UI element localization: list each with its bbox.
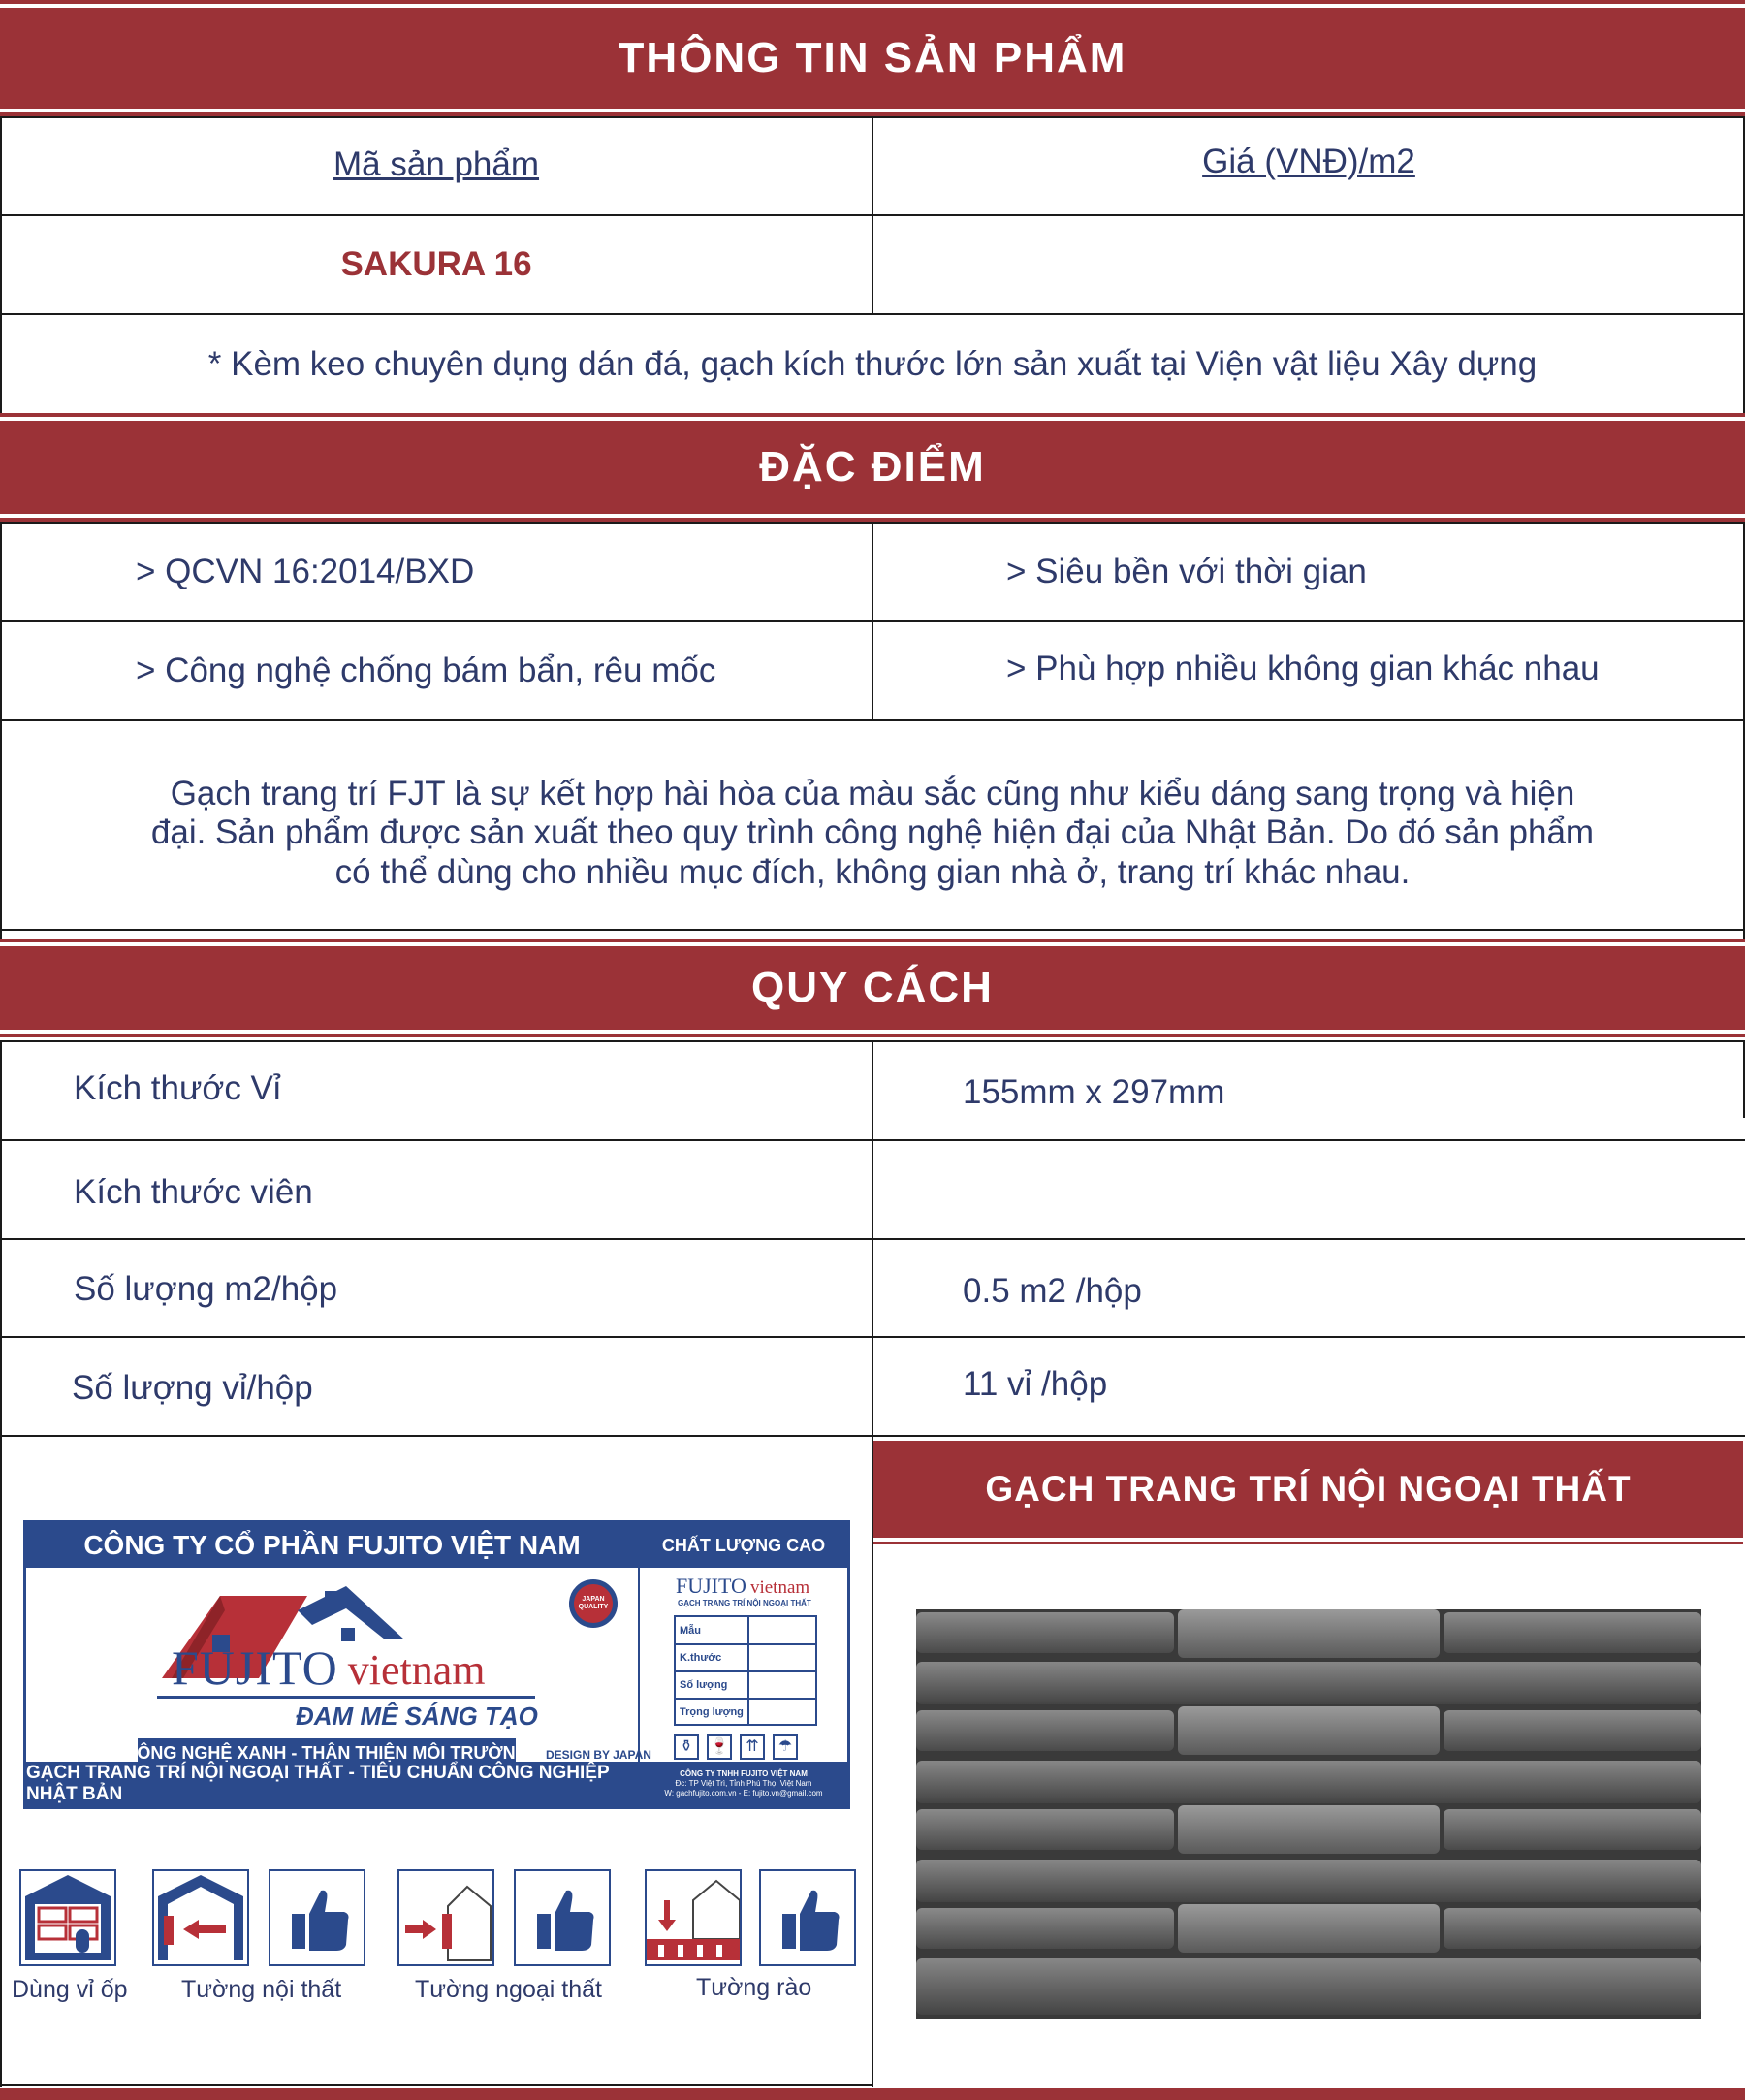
slogan: ĐAM MÊ SÁNG TẠO: [296, 1702, 538, 1731]
section-header-specs: [0, 939, 1745, 1037]
usage-label-exterior: Tường ngoại thất: [415, 1976, 602, 2003]
product-code: SAKURA 16: [340, 245, 532, 283]
thumbs-up-icon: [269, 1869, 365, 1966]
spec-value-sheet-size: 155mm x 297mm: [963, 1073, 1225, 1111]
section-title: THÔNG TIN SẢN PHẨM: [618, 34, 1127, 81]
description-line-3: có thể dùng cho nhiều mục đích, không gian nhà ở, trang trí khác nhau.: [334, 853, 1411, 891]
glass-icon: 🍷: [707, 1734, 732, 1760]
feature-durable: > Siêu bền với thời gian: [1006, 553, 1367, 590]
company-name: CÔNG TY CỔ PHẦN FUJITO VIỆT NAM: [26, 1523, 638, 1568]
spec-value-m2-per-box: 0.5 m2 /hộp: [963, 1272, 1142, 1310]
exterior-wall-icon: [397, 1869, 494, 1966]
keep-dry-icon: ☂: [773, 1734, 798, 1760]
thumbs-up-icon: [514, 1869, 611, 1966]
section-header-features: [0, 413, 1745, 522]
brand-sub: vietnam: [347, 1646, 486, 1694]
design-tag: DESIGN BY JAPAN: [546, 1748, 651, 1762]
adhesive-note: * Kèm keo chuyên dụng dán đá, gạch kích thước lớn sản xuất tại Viện vật liệu Xây dựng: [207, 345, 1538, 383]
column-header-price: Giá (VNĐ)/m2: [1202, 143, 1415, 180]
sheet-cladding-icon: [19, 1869, 116, 1966]
section-title: ĐẶC ĐIỂM: [759, 443, 986, 491]
tile-sample-image: [916, 1609, 1701, 2019]
spec-label-sheets-per-box: Số lượng vỉ/hộp: [72, 1369, 313, 1407]
feature-anti-stain: > Công nghệ chống bám bẩn, rêu mốc: [136, 652, 716, 689]
section-header-product-info: [0, 0, 1745, 116]
column-header-product-code: Mã sản phẩm: [333, 145, 540, 183]
spec-form: Mẫu K.thước Số lượng Trọng lượng: [674, 1615, 817, 1726]
usage-label-sheet: Dùng vỉ ốp: [12, 1976, 128, 2003]
small-tag: GẠCH TRANG TRÍ NỘI NGOẠI THẤT: [678, 1599, 811, 1607]
small-brand: FUJITO vietnam: [676, 1574, 810, 1598]
section-title: QUY CÁCH: [751, 964, 994, 1011]
spec-label-m2-per-box: Số lượng m2/hộp: [74, 1270, 338, 1308]
thumbs-up-icon: [759, 1869, 856, 1966]
product-box-label: [23, 1520, 850, 1809]
this-side-up-icon: ⇈: [740, 1734, 765, 1760]
right-panel-header: [873, 1441, 1743, 1538]
handling-icons: [674, 1734, 817, 1764]
spec-value-sheets-per-box: 11 vỉ /hộp: [963, 1365, 1108, 1403]
interior-wall-icon: [152, 1869, 249, 1966]
box-address: CÔNG TY TNHH FUJITO VIỆT NAM Đc: TP Việt Trì, Tỉnh Phú Thọ, Việt Nam W: gachfujito.com.vn - E: fujito.vn@gmail.com: [640, 1762, 847, 1806]
quality-tag: CHẤT LƯỢNG CAO: [640, 1523, 847, 1568]
brand-logo: [172, 1639, 486, 1696]
feature-versatile: > Phù hợp nhiều không gian khác nhau: [1006, 650, 1600, 687]
usage-label-interior: Tường nội thất: [181, 1976, 342, 2003]
spec-label-sheet-size: Kích thước Vỉ: [74, 1069, 281, 1107]
right-panel-title: GẠCH TRANG TRÍ NỘI NGOẠI THẤT: [985, 1469, 1632, 1509]
brand-name: FUJITO: [172, 1640, 338, 1695]
fragile-icon: ⚱: [674, 1734, 699, 1760]
feature-standard: > QCVN 16:2014/BXD: [136, 553, 475, 590]
green-tagline: CÔNG NGHỆ XANH - THÂN THIỆN MÔI TRƯỜNG: [138, 1738, 516, 1767]
description-line-2: đại. Sản phẩm được sản xuất theo quy trình công nghệ hiện đại của Nhật Bản. Do đó sản phẩm: [150, 813, 1595, 851]
spec-label-tile-size: Kích thước viên: [74, 1173, 313, 1211]
description-line-1: Gạch trang trí FJT là sự kết hợp hài hòa của màu sắc cũng như kiểu dáng sang trọng và hiện: [170, 775, 1575, 812]
usage-label-fence: Tường rào: [696, 1974, 812, 2001]
japan-quality-badge: JAPAN QUALITY: [569, 1579, 618, 1628]
box-bottom-tagline: GẠCH TRANG TRÍ NỘI NGOẠI THẤT - TIÊU CHUẨN CÔNG NGHIỆP NHẬT BẢN: [26, 1762, 638, 1806]
fence-wall-icon: [645, 1869, 742, 1966]
